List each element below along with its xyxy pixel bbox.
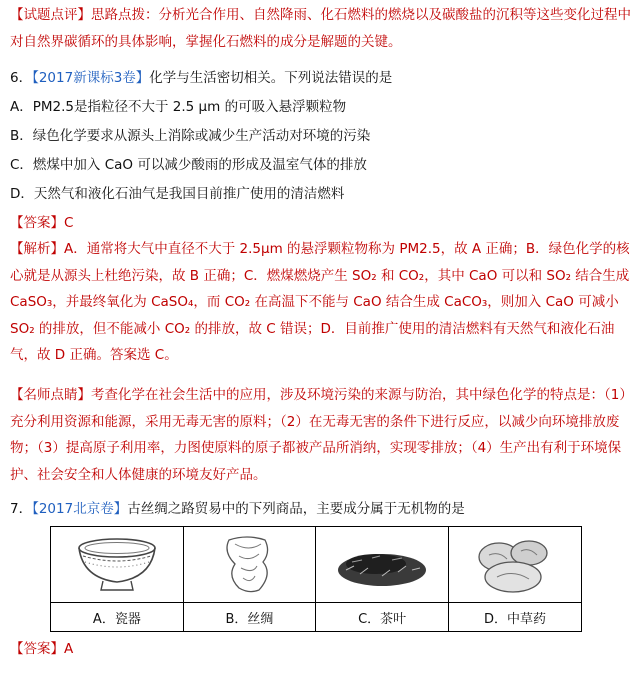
question-number: 7． [10, 501, 33, 517]
option-a: A．PM2.5是指粒径不大于 2.5 μm 的可吸入悬浮颗粒物 [10, 99, 347, 115]
question-source: 【2017新课标3卷】 [32, 70, 150, 86]
item-label-a: A．瓷器 [51, 603, 184, 632]
option-b: B．绿色化学要求从源头上消除或减少生产活动对环境的污染 [10, 128, 371, 144]
answer-line [10, 211, 73, 231]
answer-value: C [64, 215, 74, 231]
porcelain-bowl-icon [71, 534, 163, 596]
review-text: 思路点拨：分析光合作用、自然降雨、化石燃料的燃烧以及碳酸盐的沉积等这些变化过程中对自然界碳循环的具体影响，掌握化石燃料的成分是解题的关键。 [10, 7, 631, 50]
question-stem: 化学与生活密切相关。下列说法错误的是 [149, 70, 393, 86]
item-label-d: D．中草药 [449, 603, 582, 632]
question-source: 【2017北京卷】 [32, 501, 128, 517]
question-number: 6． [10, 70, 33, 86]
review-paragraph [10, 2, 632, 55]
option-d: D．天然气和液化石油气是我国目前推广使用的清洁燃料 [10, 186, 345, 202]
teacher-text: 考查化学在社会生活中的应用，涉及环境污染的来源与防治，其中绿色化学的特点是：（1）充分利用资源和能源，采用无毒无害的原料；（2）在无毒无害的条件下进行反应，以减少向环境排放废物；（3）提高原子利用率，力图使原料的原子都被产品所消纳，实现零排放；（4）生产出有利于环境保护、社会安全和人体健康的环境友好产品。 [10, 387, 627, 483]
item-cell-d [449, 527, 582, 603]
option-c: C．燃煤中加入 CaO 可以减少酸雨的形成及温室气体的排放 [10, 157, 367, 173]
question-7-stem [10, 497, 465, 517]
answer-tag: 【答案】 [10, 641, 64, 657]
item-cell-a [51, 527, 184, 603]
review-tag: 【试题点评】 [10, 7, 91, 23]
teacher-tag: 【名师点睛】 [10, 387, 91, 403]
answer-value: A [64, 641, 74, 657]
item-cell-c [316, 527, 449, 603]
herbal-medicine-icon [467, 533, 563, 597]
analysis-text: A．通常将大气中直径不大于 2.5μm 的悬浮颗粒物称为 PM2.5，故 A 正确；B．绿色化学的核心就是从源头上杜绝污染，故 B 正确；C．燃煤燃烧产生 SO₂ 和 CO₂，其中 CaO 可以和 SO₂ 结合生成 CaSO₃，并最终氧化为 CaSO₄，而 CO₂ 在高温下不能与 CaO 结合生成 CaCO₃，则加入 CaO 可减小 SO₂ 的排放，但不能减小 CO₂ 的排放，故 C 错误；D．目前推广使用的清洁燃料有天然气和液化石油气，故 D 正确。答案选 C。 [10, 241, 630, 363]
answer-line-7 [10, 637, 73, 657]
item-table [50, 526, 582, 632]
analysis-paragraph [10, 236, 632, 369]
question-stem: 古丝绸之路贸易中的下列商品，主要成分属于无机物的是 [127, 501, 465, 517]
silk-cloth-icon [209, 532, 289, 598]
item-label-c: C．茶叶 [316, 603, 449, 632]
item-label-b: B．丝绸 [183, 603, 315, 632]
question-6-stem [10, 66, 392, 86]
item-cell-b [183, 527, 315, 603]
teacher-paragraph [10, 382, 632, 488]
tea-leaves-icon [332, 540, 432, 590]
answer-tag: 【答案】 [10, 215, 64, 231]
analysis-tag: 【解析】 [10, 241, 64, 257]
